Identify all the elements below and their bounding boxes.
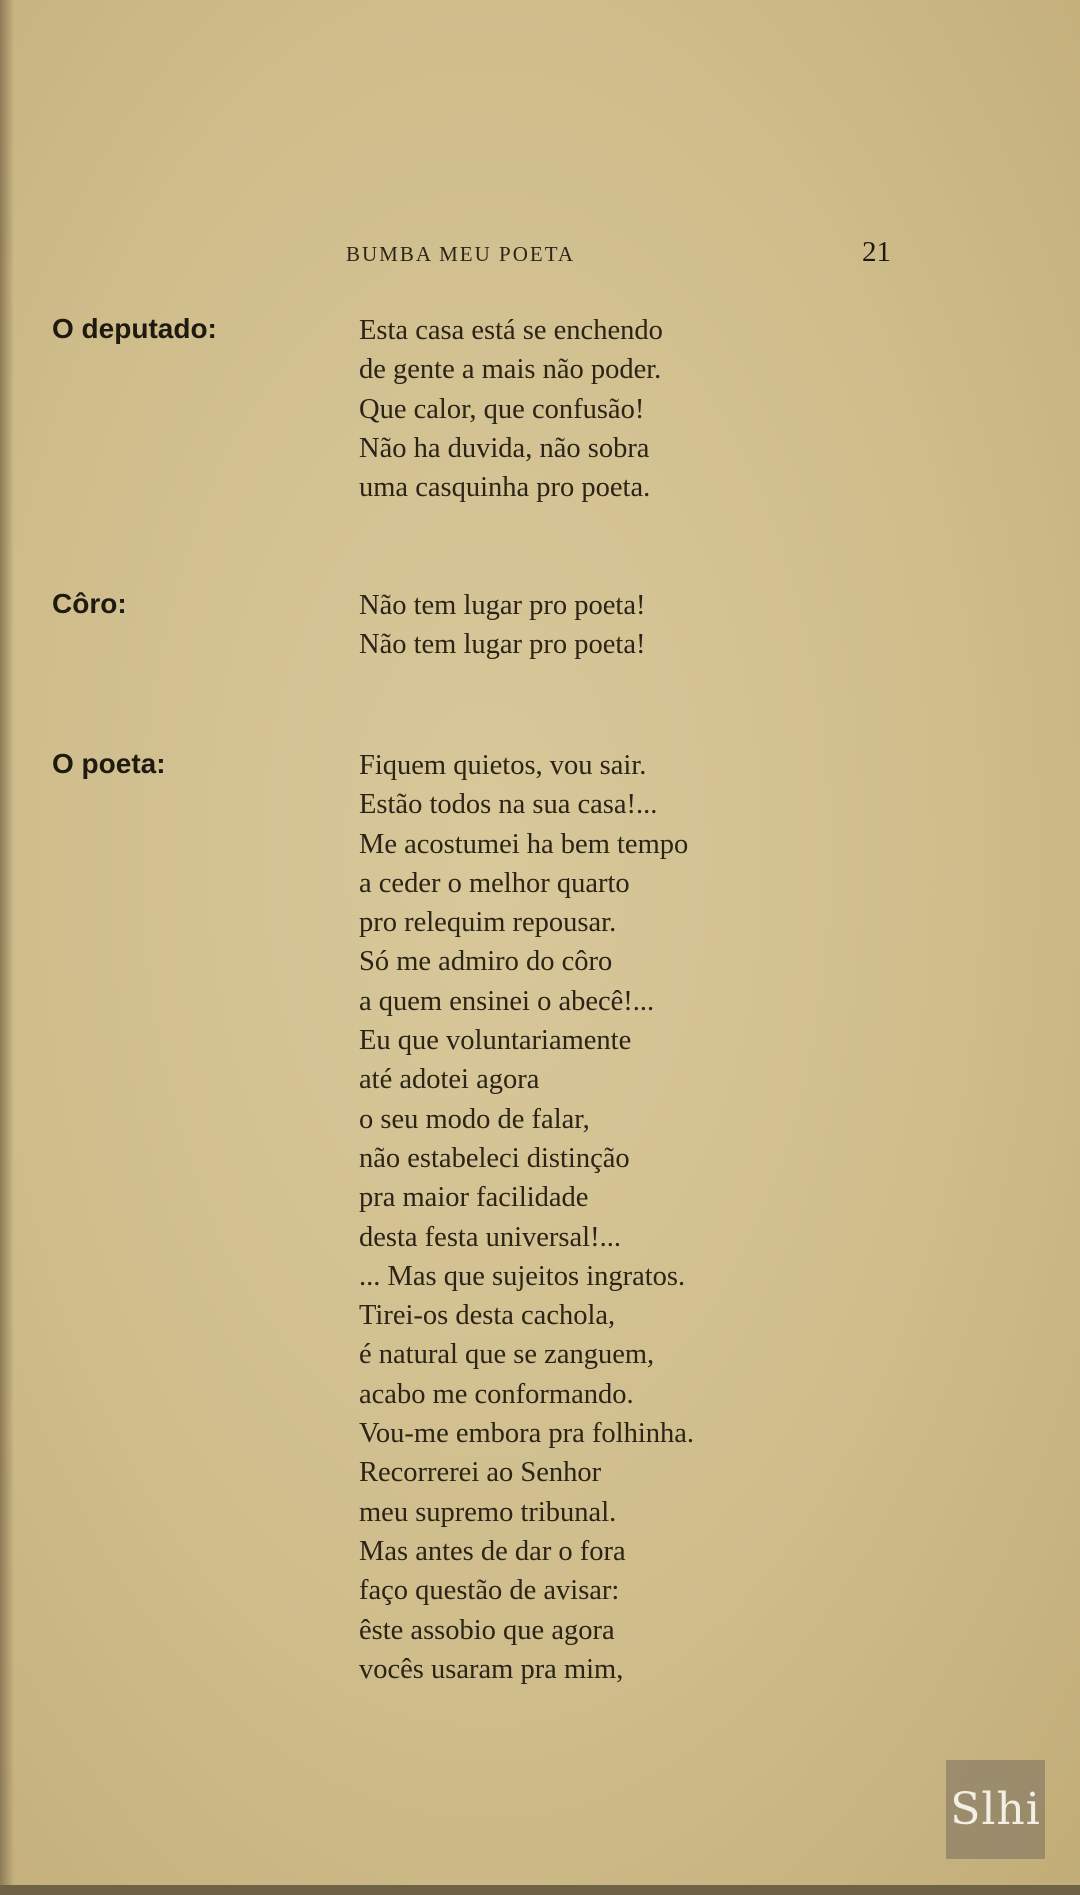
verse-line: ... Mas que sujeitos ingratos. bbox=[359, 1260, 686, 1292]
verse-lines bbox=[359, 311, 663, 507]
watermark-logo: Slhi bbox=[946, 1760, 1045, 1859]
verse-lines bbox=[359, 586, 645, 665]
verse-line: Recorrerei ao Senhor bbox=[359, 1457, 602, 1489]
page-edge-shadow bbox=[0, 0, 14, 1895]
verse-line: Me acostumei ha bem tempo bbox=[359, 828, 689, 860]
verse-line: não estabeleci distinção bbox=[359, 1142, 630, 1174]
verse-line: Não tem lugar pro poeta! bbox=[359, 590, 646, 621]
verse-line: Fiquem quietos, vou sair. bbox=[359, 750, 647, 781]
verse-line: o seu modo de falar, bbox=[359, 1103, 590, 1135]
running-title: BUMBA MEU POETA bbox=[346, 242, 576, 266]
verse-line: de gente a mais não poder. bbox=[359, 354, 662, 386]
verse-line: êste assobio que agora bbox=[359, 1614, 615, 1646]
verse-line: pra maior facilidade bbox=[359, 1182, 589, 1214]
verse-line: meu supremo tribunal. bbox=[359, 1496, 617, 1528]
verse-line: Não tem lugar pro poeta! bbox=[359, 629, 646, 661]
verse-line: vocês usaram pra mim, bbox=[359, 1653, 624, 1685]
verse-line: Mas antes de dar o fora bbox=[359, 1535, 626, 1567]
verse-line: Não ha duvida, não sobra bbox=[359, 432, 650, 464]
verse-line: Tirei-os desta cachola, bbox=[359, 1300, 616, 1332]
verse-line: desta festa universal!... bbox=[359, 1221, 621, 1253]
verse-line: até adotei agora bbox=[359, 1064, 540, 1096]
speaker-label: O poeta: bbox=[52, 748, 166, 779]
verse-line: Vou-me embora pra folhinha. bbox=[359, 1418, 695, 1450]
page-number: 21 bbox=[862, 236, 891, 268]
verse-line: a ceder o melhor quarto bbox=[359, 867, 630, 899]
verse-line: pro relequim repousar. bbox=[359, 907, 617, 939]
speaker-label: Côro: bbox=[52, 588, 127, 619]
verse-line: Que calor, que confusão! bbox=[359, 393, 645, 425]
speaker-label: O deputado: bbox=[52, 313, 217, 344]
page-header bbox=[0, 236, 1080, 276]
page-edge-bottom bbox=[0, 1885, 1080, 1895]
verse-line: Esta casa está se enchendo bbox=[359, 315, 663, 346]
verse-line: Estão todos na sua casa!... bbox=[359, 789, 658, 821]
verse-line: uma casquinha pro poeta. bbox=[359, 472, 651, 504]
verse-line: a quem ensinei o abecê!... bbox=[359, 985, 655, 1017]
verse-line: Só me admiro do côro bbox=[359, 946, 613, 978]
verse-line: Eu que voluntariamente bbox=[359, 1025, 632, 1057]
verse-line: acabo me conformando. bbox=[359, 1378, 634, 1410]
verse-lines bbox=[359, 746, 694, 1689]
verse-line: faço questão de avisar: bbox=[359, 1575, 620, 1607]
verse-line: é natural que se zanguem, bbox=[359, 1339, 655, 1371]
